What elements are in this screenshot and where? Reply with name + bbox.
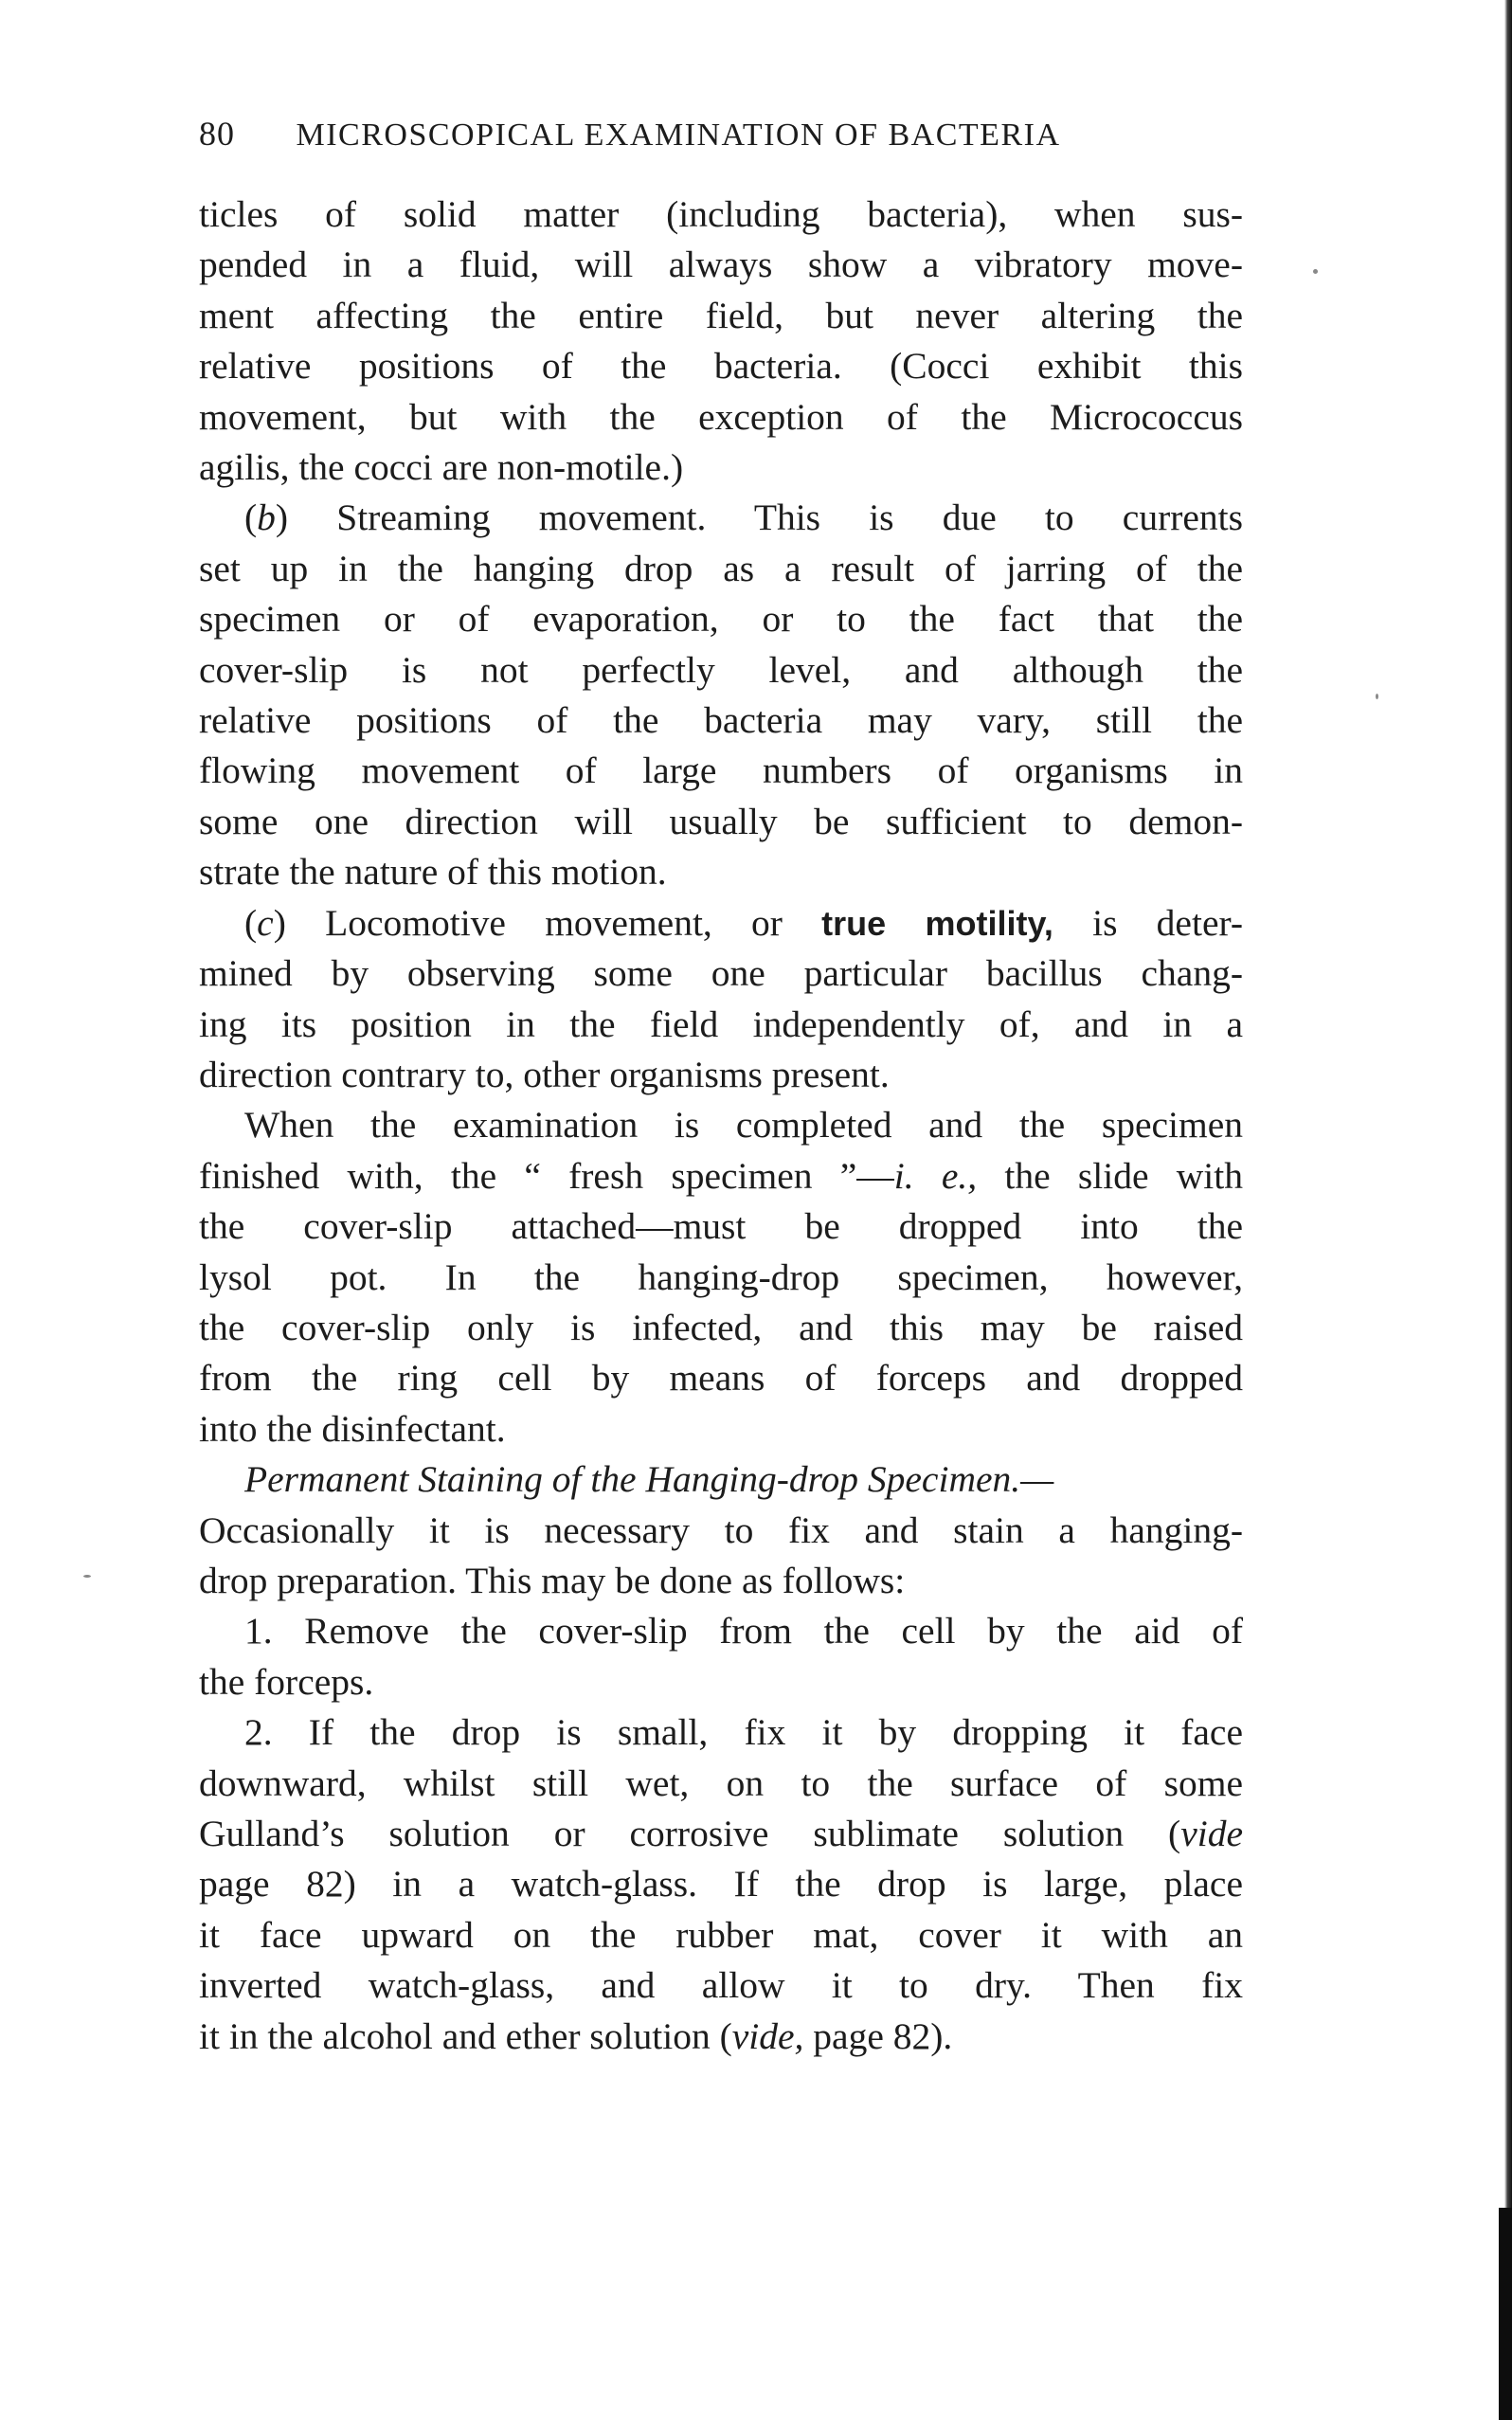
text-line: ment affecting the entire field, but never altering the: [199, 294, 1243, 336]
text-line: the cover-slip only is infected, and this may be raised: [199, 1306, 1243, 1348]
text-line: cover-slip is not perfectly level, and although the: [199, 648, 1243, 691]
text-line: from the ring cell by means of forceps and dropped: [199, 1357, 1243, 1400]
text-line: mined by observing some one particular bacillus chang-: [199, 952, 1243, 995]
text-line: 1. Remove the cover-slip from the cell by the aid of: [244, 1610, 1243, 1652]
text-line: drop preparation. This may be done as follows:: [199, 1559, 906, 1601]
text-line: it in the alcohol and ether solution (vide, page 82).: [199, 2014, 953, 2057]
text-line: Gulland’s solution or corrosive sublimate solution (vide: [199, 1813, 1243, 1854]
running-header: [199, 114, 1251, 154]
page-edge-shadow: [1504, 0, 1512, 2420]
text-line: 2. If the drop is small, fix it by dropping it face: [244, 1711, 1243, 1754]
item-marker-b: b: [257, 497, 276, 539]
text-line: movement, but with the exception of the Micrococcus: [199, 395, 1243, 438]
bold-term: true motility,: [821, 903, 1053, 943]
text-line: relative positions of the bacteria. (Cocci exhibit this: [199, 345, 1243, 388]
text-line: agilis, the cocci are non-motile.): [199, 446, 684, 489]
text-line: Occasionally it is necessary to fix and stain a hanging-: [199, 1508, 1243, 1551]
text-line: direction contrary to, other organisms present.: [199, 1053, 890, 1095]
text-line: page 82) in a watch-glass. If the drop is large, place: [199, 1863, 1243, 1905]
text-line: (c) Locomotive movement, or true motility, is deter-: [244, 901, 1243, 944]
text-line: (b) Streaming movement. This is due to currents: [244, 497, 1244, 539]
body-text: [199, 190, 1243, 2062]
text-line: When the examination is completed and the specimen: [244, 1104, 1243, 1147]
text-line: inverted watch-glass, and allow it to dry. Then fix: [199, 1964, 1243, 2007]
page-edge-binding: [1499, 2208, 1512, 2420]
scan-speck: [1313, 269, 1318, 274]
text-line: it face upward on the rubber mat, cover it with an: [199, 1913, 1243, 1956]
text-line: downward, whilst still wet, on to the surface of some: [199, 1761, 1243, 1804]
scan-speck: [1376, 694, 1378, 699]
text-line: ing its position in the field independently of, and in a: [199, 1002, 1243, 1045]
text-line: the forceps.: [199, 1660, 374, 1703]
text-line: pended in a fluid, will always show a vibratory move-: [199, 244, 1243, 286]
text-line: ticles of solid matter (including bacteria), when sus-: [199, 193, 1243, 235]
running-head: MICROSCOPICAL EXAMINATION OF BACTERIA: [296, 117, 1061, 153]
text-line: specimen or of evaporation, or to the fact that the: [199, 598, 1243, 641]
text-line: some one direction will usually be sufficient to demon-: [199, 800, 1243, 842]
page-number: 80: [199, 115, 235, 153]
text-line: lysol pot. In the hanging-drop specimen, however,: [199, 1255, 1243, 1298]
text-line: strate the nature of this motion.: [199, 851, 667, 894]
text-line: finished with, the “ fresh specimen ”—i. e., the slide with: [199, 1154, 1243, 1197]
section-heading: Permanent Staining of the Hanging-drop Specimen.—: [244, 1458, 1054, 1501]
text-line: set up in the hanging drop as a result of jarring of the: [199, 547, 1243, 589]
text-line: relative positions of the bacteria may vary, still the: [199, 699, 1243, 742]
scan-speck: [83, 1575, 91, 1578]
text-line: the cover-slip attached—must be dropped into the: [199, 1205, 1243, 1248]
item-marker-c: c: [257, 901, 274, 944]
text-line: into the disinfectant.: [199, 1407, 506, 1450]
text-line: flowing movement of large numbers of organisms in: [199, 749, 1243, 792]
